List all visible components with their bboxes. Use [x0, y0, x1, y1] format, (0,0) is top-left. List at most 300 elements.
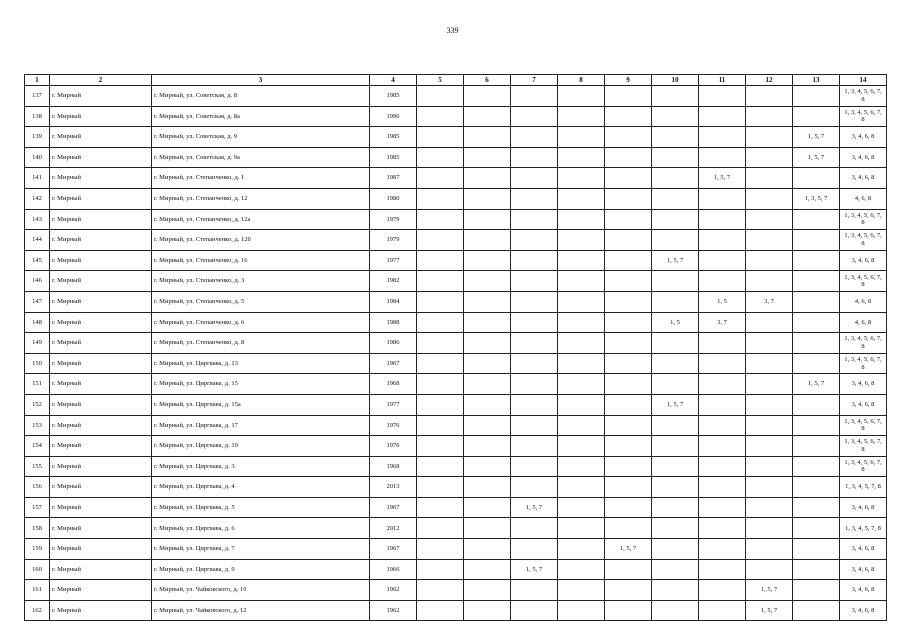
table-cell: 147 — [25, 291, 50, 312]
table-cell: 1982 — [370, 271, 417, 292]
table-cell — [699, 374, 746, 395]
table-cell — [464, 415, 511, 436]
table-cell: 1, 3, 4, 5, 6, 7, 8 — [840, 230, 887, 251]
table-cell — [699, 415, 746, 436]
table-cell: г. Мирный, ул. Степанченко, д. 16 — [152, 250, 370, 271]
table-row — [25, 477, 887, 498]
table-cell — [511, 374, 558, 395]
table-cell: г. Мирный, ул. Степанченко, д. 8 — [152, 333, 370, 354]
table-cell: г. Мирный, ул. Степанченко, д. 12а — [152, 209, 370, 230]
table-cell — [558, 188, 605, 209]
table-cell: 3, 4, 6, 8 — [840, 374, 887, 395]
table-cell: 151 — [25, 374, 50, 395]
table-cell — [417, 394, 464, 415]
table-row — [25, 415, 887, 436]
table-cell — [464, 127, 511, 148]
table-cell: 1, 5, 7 — [793, 147, 840, 168]
table-cell: 138 — [25, 106, 50, 127]
table-cell: 1, 3, 4, 5, 6, 7, 8 — [840, 353, 887, 374]
table-cell: 1985 — [370, 127, 417, 148]
table-cell — [793, 271, 840, 292]
table-cell — [511, 415, 558, 436]
table-cell: 1977 — [370, 250, 417, 271]
table-cell — [511, 147, 558, 168]
column-header: 3 — [152, 75, 370, 86]
table-cell — [699, 477, 746, 498]
table-cell: 1966 — [370, 559, 417, 580]
table-cell — [558, 580, 605, 601]
table-cell — [558, 147, 605, 168]
column-header: 6 — [464, 75, 511, 86]
table-row — [25, 559, 887, 580]
table-cell — [699, 147, 746, 168]
table-header — [25, 75, 887, 86]
table-row — [25, 436, 887, 457]
table-cell: 1, 5, 7 — [511, 559, 558, 580]
table-cell — [511, 271, 558, 292]
table-cell — [464, 291, 511, 312]
table-cell — [464, 559, 511, 580]
table-cell — [605, 353, 652, 374]
table-cell — [699, 600, 746, 621]
table-cell — [417, 436, 464, 457]
table-cell: г. Мирный, ул. Советская, д. 8а — [152, 106, 370, 127]
table-cell — [793, 497, 840, 518]
table-cell: г. Мирный, ул. Советская, д. 9а — [152, 147, 370, 168]
table-cell: 1985 — [370, 86, 417, 107]
table-cell: г. Мирный — [50, 456, 152, 477]
table-cell — [417, 209, 464, 230]
table-cell — [746, 539, 793, 560]
table-cell — [511, 580, 558, 601]
table-cell: 140 — [25, 147, 50, 168]
table-cell — [746, 250, 793, 271]
table-cell: 2013 — [370, 477, 417, 498]
table-cell — [605, 147, 652, 168]
table-cell — [793, 456, 840, 477]
table-cell — [464, 518, 511, 539]
table-cell: 1, 3, 4, 5, 6, 7, 8 — [840, 106, 887, 127]
table-cell: 3, 4, 6, 8 — [840, 580, 887, 601]
table-cell — [699, 436, 746, 457]
table-cell: г. Мирный, ул. Чайковского, д. 10 — [152, 580, 370, 601]
table-cell: г. Мирный — [50, 374, 152, 395]
table-cell — [652, 436, 699, 457]
table-cell: г. Мирный, ул. Советская, д. 8 — [152, 86, 370, 107]
column-header: 11 — [699, 75, 746, 86]
table-cell — [746, 353, 793, 374]
table-cell — [746, 497, 793, 518]
table-cell — [558, 127, 605, 148]
table-cell — [652, 580, 699, 601]
table-cell — [605, 188, 652, 209]
table-row — [25, 374, 887, 395]
table-cell: 3, 4, 6, 8 — [840, 394, 887, 415]
table-cell — [605, 209, 652, 230]
table-cell: 4, 6, 8 — [840, 312, 887, 333]
column-header: 7 — [511, 75, 558, 86]
table-cell: 1977 — [370, 394, 417, 415]
table-cell — [793, 436, 840, 457]
table-cell: 1967 — [370, 353, 417, 374]
table-cell: 3, 4, 6, 8 — [840, 559, 887, 580]
table-cell — [652, 456, 699, 477]
table-cell: г. Мирный — [50, 600, 152, 621]
table-cell: 1, 5, 7 — [605, 539, 652, 560]
table-cell: г. Мирный, ул. Циргвава, д. 19 — [152, 436, 370, 457]
table-cell: 2012 — [370, 518, 417, 539]
table-cell: 149 — [25, 333, 50, 354]
table-cell: г. Мирный, ул. Степанченко, д. 3 — [152, 271, 370, 292]
table-cell — [464, 188, 511, 209]
table-cell — [464, 353, 511, 374]
table-cell — [652, 106, 699, 127]
table-row — [25, 168, 887, 189]
table-cell — [417, 518, 464, 539]
table-cell — [464, 497, 511, 518]
column-header: 1 — [25, 75, 50, 86]
table-cell — [417, 559, 464, 580]
table-cell: г. Мирный — [50, 127, 152, 148]
table-cell: г. Мирный — [50, 394, 152, 415]
table-row — [25, 230, 887, 251]
table-cell: 146 — [25, 271, 50, 292]
table-cell — [417, 333, 464, 354]
table-cell — [652, 147, 699, 168]
table-cell — [746, 127, 793, 148]
table-cell — [605, 291, 652, 312]
table-row — [25, 209, 887, 230]
column-header: 13 — [793, 75, 840, 86]
table-cell: 1962 — [370, 600, 417, 621]
table-cell: г. Мирный — [50, 168, 152, 189]
table-cell — [511, 312, 558, 333]
page-number: 339 — [446, 26, 459, 35]
table-cell: г. Мирный — [50, 271, 152, 292]
table-cell — [464, 580, 511, 601]
table-cell: г. Мирный — [50, 580, 152, 601]
table-row — [25, 456, 887, 477]
column-header: 12 — [746, 75, 793, 86]
table-cell: г. Мирный, ул. Чайковского, д. 12 — [152, 600, 370, 621]
table-row — [25, 86, 887, 107]
table-cell — [605, 374, 652, 395]
table-cell — [652, 353, 699, 374]
table-cell — [746, 436, 793, 457]
table-row — [25, 518, 887, 539]
table-cell — [511, 333, 558, 354]
table-cell — [699, 333, 746, 354]
table-cell: 1, 5, 7 — [699, 168, 746, 189]
table-cell — [417, 600, 464, 621]
table-cell — [417, 188, 464, 209]
table-cell — [605, 394, 652, 415]
table-cell — [417, 580, 464, 601]
table-cell: 1, 3, 5, 7 — [793, 188, 840, 209]
column-header: 8 — [558, 75, 605, 86]
table-cell — [652, 86, 699, 107]
table-cell: 3, 4, 6, 8 — [840, 600, 887, 621]
table-cell — [652, 477, 699, 498]
table-cell: 1, 3, 4, 5, 7, 8 — [840, 477, 887, 498]
table-cell: г. Мирный — [50, 188, 152, 209]
table-cell — [511, 518, 558, 539]
column-header: 4 — [370, 75, 417, 86]
table-cell: 154 — [25, 436, 50, 457]
table-cell: г. Мирный, ул. Циргвава, д. 7 — [152, 539, 370, 560]
table-cell — [558, 374, 605, 395]
table-cell — [699, 271, 746, 292]
table-cell — [652, 230, 699, 251]
table-cell — [464, 271, 511, 292]
table-cell: 3, 7 — [746, 291, 793, 312]
table-cell: 4, 6, 8 — [840, 188, 887, 209]
table-cell: 1, 5, 7 — [511, 497, 558, 518]
table-cell — [558, 456, 605, 477]
table-cell: 143 — [25, 209, 50, 230]
table-cell: 145 — [25, 250, 50, 271]
table-cell — [558, 394, 605, 415]
table-cell — [605, 436, 652, 457]
table-cell — [417, 456, 464, 477]
table-cell: 3, 4, 6, 8 — [840, 127, 887, 148]
table-cell — [793, 168, 840, 189]
table-cell: 3, 4, 6, 8 — [840, 497, 887, 518]
table-cell: 1987 — [370, 168, 417, 189]
table-cell — [558, 600, 605, 621]
table-cell — [558, 250, 605, 271]
table-cell — [605, 580, 652, 601]
table-cell: 1, 3, 4, 5, 6, 7, 8 — [840, 209, 887, 230]
table-cell: 1968 — [370, 456, 417, 477]
table-cell: г. Мирный — [50, 559, 152, 580]
table-row — [25, 106, 887, 127]
table-cell — [511, 106, 558, 127]
table-cell — [417, 539, 464, 560]
table-cell — [417, 230, 464, 251]
table-cell — [652, 415, 699, 436]
table-cell — [558, 312, 605, 333]
table-cell — [699, 559, 746, 580]
table-cell — [511, 168, 558, 189]
table-cell — [605, 127, 652, 148]
table-cell: 156 — [25, 477, 50, 498]
table-row — [25, 580, 887, 601]
table-cell: г. Мирный, ул. Циргвава, д. 3 — [152, 456, 370, 477]
table-cell: г. Мирный — [50, 518, 152, 539]
table-cell: 1, 3, 4, 5, 6, 7, 8 — [840, 86, 887, 107]
table-cell — [464, 539, 511, 560]
table-cell — [605, 600, 652, 621]
table-cell: г. Мирный, ул. Циргвава, д. 17 — [152, 415, 370, 436]
table-cell: 1979 — [370, 209, 417, 230]
table-cell — [746, 415, 793, 436]
table-cell — [605, 415, 652, 436]
table-cell — [652, 291, 699, 312]
table-cell: г. Мирный — [50, 539, 152, 560]
table-body — [25, 86, 887, 621]
table-cell — [746, 394, 793, 415]
table-cell — [652, 271, 699, 292]
table-cell — [558, 333, 605, 354]
table-row — [25, 333, 887, 354]
table-cell — [699, 86, 746, 107]
table-cell — [558, 271, 605, 292]
table-cell: г. Мирный, ул. Степанченко, д. 12б — [152, 230, 370, 251]
table-cell: 159 — [25, 539, 50, 560]
table-cell: 150 — [25, 353, 50, 374]
table-cell — [605, 456, 652, 477]
table-cell — [652, 600, 699, 621]
table-cell: г. Мирный — [50, 333, 152, 354]
table-cell: г. Мирный, ул. Циргвава, д. 9 — [152, 559, 370, 580]
table-cell — [417, 497, 464, 518]
table-cell — [558, 497, 605, 518]
table-cell — [793, 394, 840, 415]
table-cell — [511, 539, 558, 560]
table-cell: 3, 4, 6, 8 — [840, 168, 887, 189]
table-cell — [511, 230, 558, 251]
table-cell: 1984 — [370, 291, 417, 312]
table-cell — [417, 147, 464, 168]
table-cell: 1, 3, 4, 5, 6, 7, 8 — [840, 436, 887, 457]
table-cell — [793, 559, 840, 580]
table-cell — [464, 168, 511, 189]
table-cell — [464, 333, 511, 354]
table-cell: 3, 4, 6, 8 — [840, 539, 887, 560]
table-cell: 1, 5, 7 — [793, 374, 840, 395]
table-cell: 141 — [25, 168, 50, 189]
table-cell: г. Мирный, ул. Циргвава, д. 5 — [152, 497, 370, 518]
table-cell — [511, 209, 558, 230]
table-cell: 1986 — [370, 333, 417, 354]
table-cell — [699, 230, 746, 251]
table-cell — [511, 456, 558, 477]
table-cell — [511, 477, 558, 498]
table-cell — [652, 127, 699, 148]
table-cell — [652, 539, 699, 560]
table-cell — [605, 477, 652, 498]
table-cell: г. Мирный, ул. Циргвава, д. 6 — [152, 518, 370, 539]
table-cell — [652, 188, 699, 209]
table-cell — [511, 188, 558, 209]
table-cell: 1, 5, 7 — [652, 250, 699, 271]
table-cell: г. Мирный, ул. Степанченко, д. 5 — [152, 291, 370, 312]
table-cell — [558, 415, 605, 436]
table-cell — [605, 271, 652, 292]
table-cell: 1, 5, 7 — [793, 127, 840, 148]
table-cell: г. Мирный — [50, 436, 152, 457]
table-cell: 148 — [25, 312, 50, 333]
table-cell: г. Мирный — [50, 353, 152, 374]
table-cell: г. Мирный — [50, 477, 152, 498]
table-cell — [417, 250, 464, 271]
table-cell: 1, 3, 4, 5, 6, 7, 8 — [840, 271, 887, 292]
table-cell: 144 — [25, 230, 50, 251]
table-cell — [417, 477, 464, 498]
table-cell — [699, 353, 746, 374]
housing-table — [24, 74, 887, 621]
table-cell: 1, 5 — [652, 312, 699, 333]
table-cell — [793, 518, 840, 539]
table-cell — [746, 312, 793, 333]
table-cell — [652, 168, 699, 189]
table-cell — [558, 539, 605, 560]
table-cell — [699, 209, 746, 230]
table-cell — [511, 127, 558, 148]
table-cell — [464, 600, 511, 621]
table-cell — [511, 291, 558, 312]
table-cell — [464, 312, 511, 333]
column-header: 9 — [605, 75, 652, 86]
table-cell: 155 — [25, 456, 50, 477]
table-cell — [793, 312, 840, 333]
table-cell — [511, 600, 558, 621]
table-cell: 139 — [25, 127, 50, 148]
table-cell — [699, 456, 746, 477]
table-cell: г. Мирный, ул. Степанченко, д. 1 — [152, 168, 370, 189]
table-cell — [558, 291, 605, 312]
table-cell: 3, 4, 6, 8 — [840, 147, 887, 168]
table-cell — [793, 477, 840, 498]
table-cell — [605, 312, 652, 333]
table-cell — [652, 518, 699, 539]
table-cell — [511, 250, 558, 271]
table-cell — [746, 230, 793, 251]
table-cell — [417, 353, 464, 374]
table-cell — [699, 518, 746, 539]
table-cell — [793, 415, 840, 436]
table-row — [25, 147, 887, 168]
table-cell — [464, 106, 511, 127]
table-cell — [652, 374, 699, 395]
table-cell — [793, 209, 840, 230]
table-row — [25, 250, 887, 271]
table-cell — [793, 600, 840, 621]
table-cell: 1, 3, 4, 5, 6, 7, 8 — [840, 456, 887, 477]
table-cell — [558, 353, 605, 374]
table-cell — [417, 291, 464, 312]
table-cell — [605, 106, 652, 127]
table-cell — [746, 209, 793, 230]
table-cell — [464, 147, 511, 168]
table-cell — [746, 168, 793, 189]
table-cell — [746, 86, 793, 107]
table-cell — [558, 168, 605, 189]
table-cell — [511, 353, 558, 374]
table-cell: 1996 — [370, 106, 417, 127]
table-row — [25, 600, 887, 621]
table-cell: г. Мирный, ул. Циргвава, д. 15 — [152, 374, 370, 395]
table-cell — [417, 271, 464, 292]
table-cell: 1, 3, 4, 5, 6, 7, 8 — [840, 415, 887, 436]
table-cell — [558, 86, 605, 107]
table-cell: г. Мирный — [50, 497, 152, 518]
table-cell: 153 — [25, 415, 50, 436]
table-cell — [746, 188, 793, 209]
table-cell — [746, 147, 793, 168]
table-cell: г. Мирный — [50, 291, 152, 312]
table-cell — [793, 353, 840, 374]
table-cell — [511, 394, 558, 415]
header-row — [25, 75, 887, 86]
column-header: 14 — [840, 75, 887, 86]
table-cell: 152 — [25, 394, 50, 415]
table-cell: 1988 — [370, 312, 417, 333]
table-cell — [558, 559, 605, 580]
table-cell: 4, 6, 8 — [840, 291, 887, 312]
table-cell — [464, 394, 511, 415]
